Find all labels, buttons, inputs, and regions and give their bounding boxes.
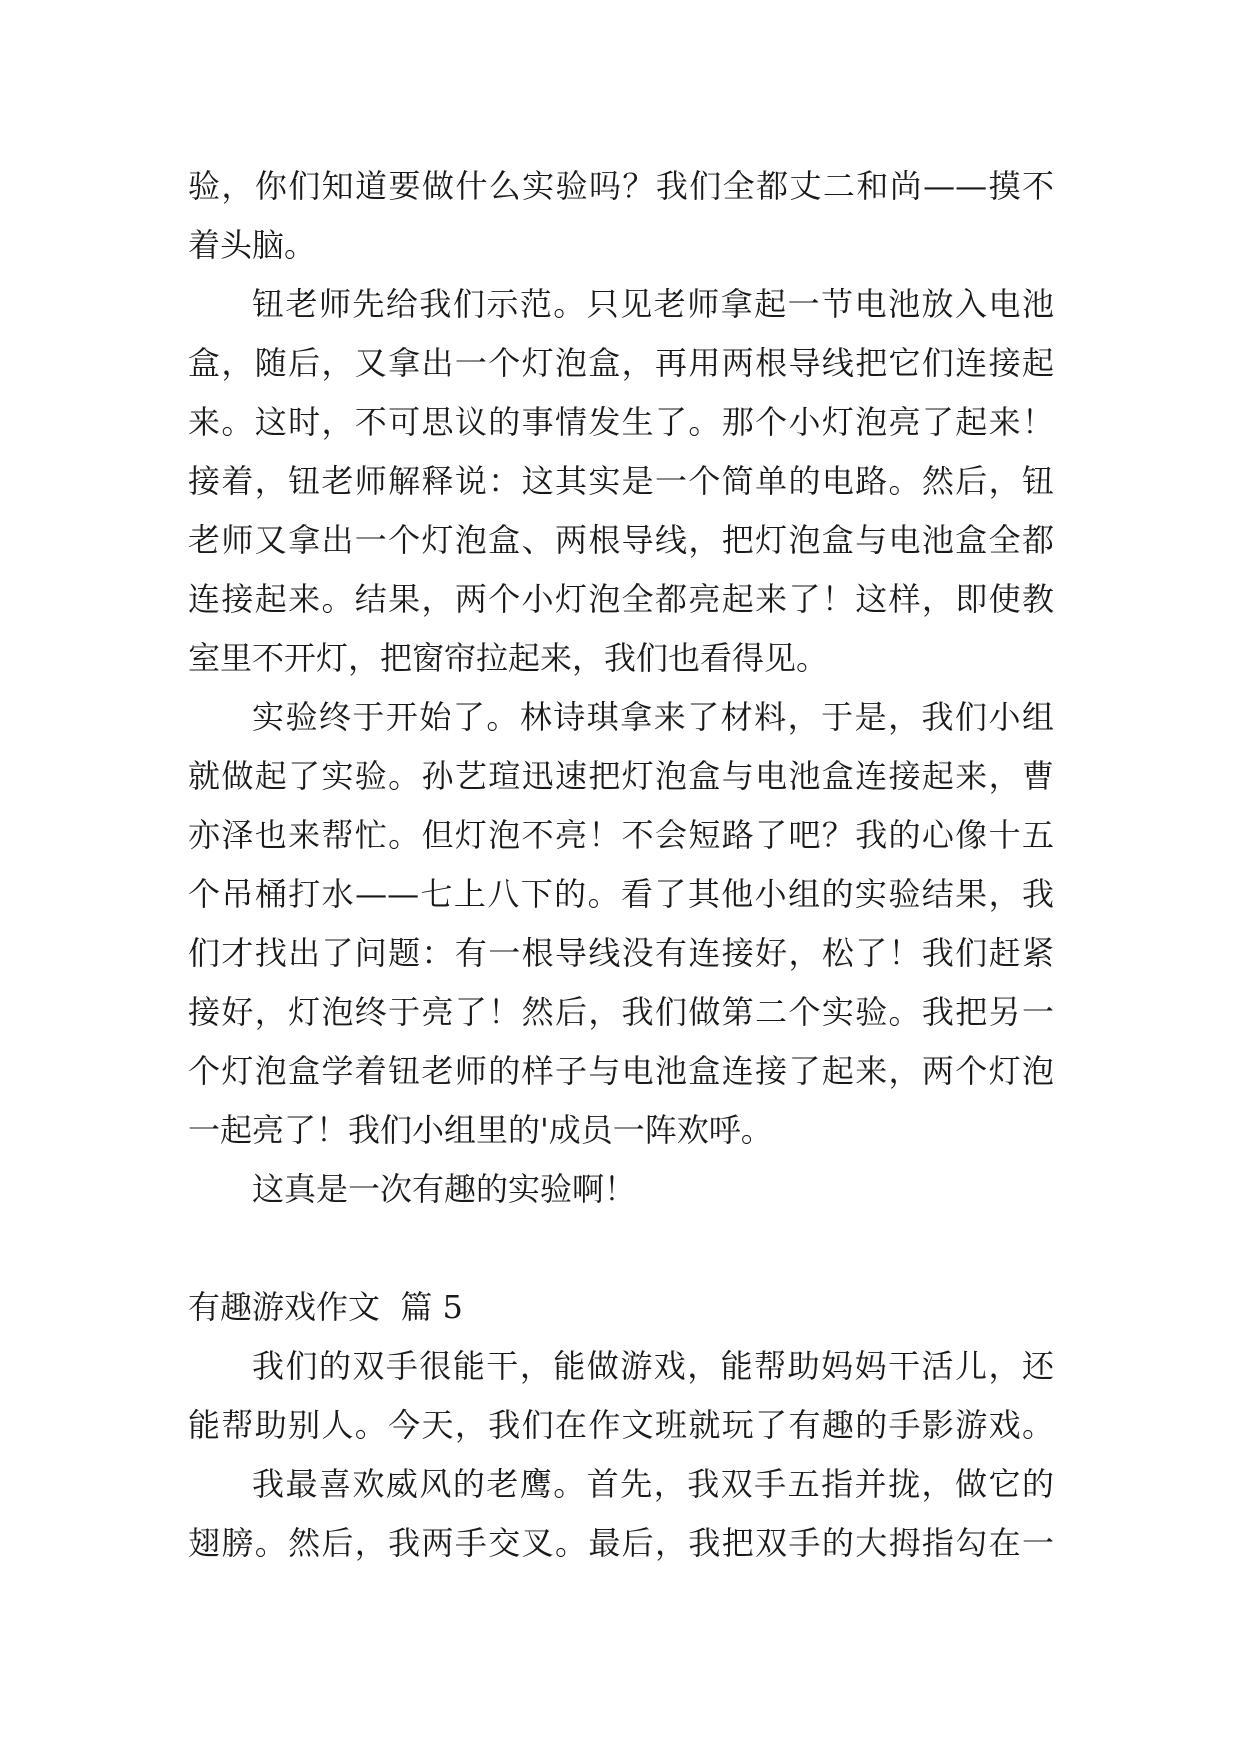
text-line: 个吊桶打水——七上八下的。看了其他小组的实验结果，我 [188, 875, 1054, 913]
text-line: 个灯泡盒学着钮老师的样子与电池盒连接了起来，两个灯泡 [188, 1052, 1054, 1090]
paragraph [188, 1160, 1054, 1219]
text-line: 钮老师先给我们示范。只见老师拿起一节电池放入电池 [252, 285, 1054, 323]
text-line: 一起亮了！我们小组里的'成员一阵欢呼。 [188, 1111, 773, 1149]
section-heading: 有趣游戏作文 篇 5 [188, 1288, 463, 1326]
text-line: 来。这时，不可思议的事情发生了。那个小灯泡亮了起来！ [188, 403, 1054, 441]
paragraph [188, 1455, 1054, 1573]
text-line: 就做起了实验。孙艺瑄迅速把灯泡盒与电池盒连接起来，曹 [188, 757, 1054, 795]
paragraph [188, 275, 1054, 688]
paragraph [188, 688, 1054, 1160]
text-line: 连接起来。结果，两个小灯泡全都亮起来了！这样，即使教 [188, 580, 1054, 618]
paragraph [188, 157, 1054, 275]
text-line: 着头脑。 [188, 226, 317, 264]
text-line: 我最喜欢威风的老鹰。首先，我双手五指并拢，做它的 [252, 1465, 1054, 1503]
text-line: 这真是一次有趣的实验啊！ [252, 1170, 637, 1208]
blank-line [188, 1219, 1054, 1278]
text-line: 我们的双手很能干，能做游戏，能帮助妈妈干活儿，还 [252, 1347, 1054, 1385]
text-line: 能帮助别人。今天，我们在作文班就玩了有趣的手影游戏。 [188, 1406, 1054, 1444]
text-line: 们才找出了问题：有一根导线没有连接好，松了！我们赶紧 [188, 934, 1054, 972]
text-line: 老师又拿出一个灯泡盒、两根导线，把灯泡盒与电池盒全都 [188, 521, 1054, 559]
text-line: 室里不开灯，把窗帘拉起来，我们也看得见。 [188, 639, 829, 677]
text-line: 接着，钮老师解释说：这其实是一个简单的电路。然后，钮 [188, 462, 1054, 500]
text-line: 接好，灯泡终于亮了！然后，我们做第二个实验。我把另一 [188, 993, 1054, 1031]
document-body [188, 157, 1054, 1573]
text-line: 盒，随后，又拿出一个灯泡盒，再用两根导线把它们连接起 [188, 344, 1054, 382]
text-line: 验，你们知道要做什么实验吗？我们全都丈二和尚——摸不 [188, 167, 1054, 205]
text-line: 实验终于开始了。林诗琪拿来了材料，于是，我们小组 [252, 698, 1054, 736]
paragraph [188, 1337, 1054, 1455]
text-line: 亦泽也来帮忙。但灯泡不亮！不会短路了吧？我的心像十五 [188, 816, 1054, 854]
text-line: 翅膀。然后，我两手交叉。最后，我把双手的大拇指勾在一 [188, 1524, 1054, 1562]
